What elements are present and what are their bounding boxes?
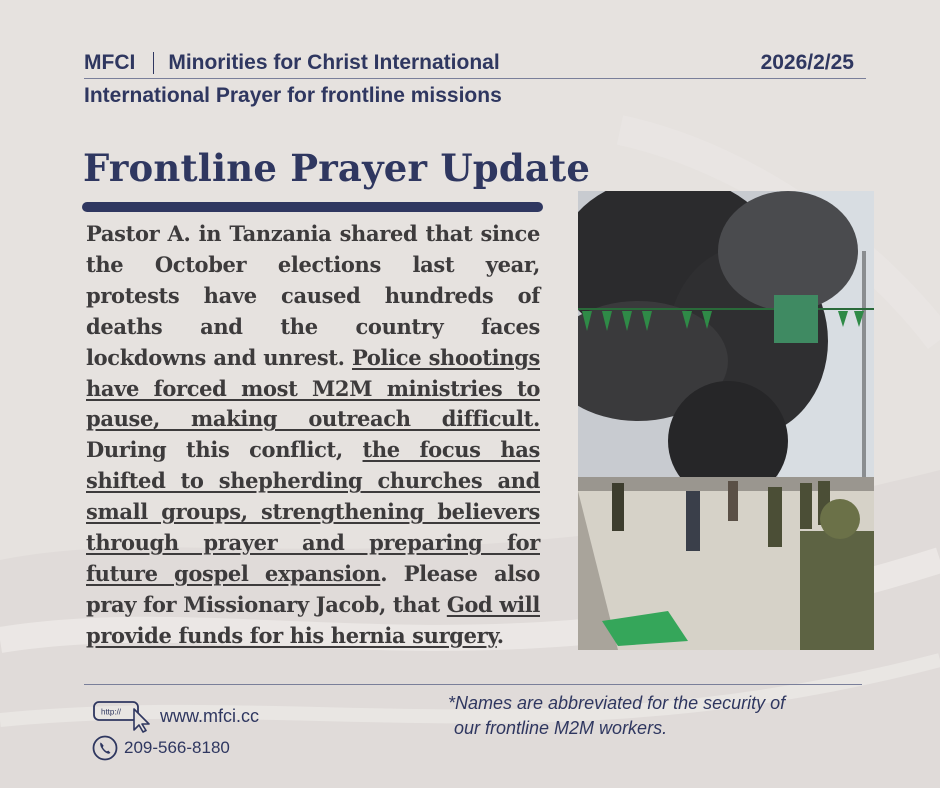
title-underline-bar (82, 202, 543, 212)
security-note-line2: our frontline M2M workers. (454, 718, 668, 738)
browser-cursor-icon (92, 699, 154, 733)
prayer-update-body (86, 219, 540, 652)
web-icon-label: http:// (101, 707, 122, 717)
security-note (448, 691, 868, 741)
body-text-4: . Please also pray for Missionary Jacob, that (86, 560, 540, 617)
header (84, 49, 864, 77)
body-emphasis-1: Police shootings have forced most M2M ministries to pause, making outreach difficult. (86, 344, 540, 432)
footer-divider (84, 684, 862, 685)
phone-number: 209-566-8180 (124, 738, 230, 757)
website-link[interactable]: www.mfci.cc (160, 705, 259, 726)
body-emphasis-3: the focus has shifted to shepherding churches and small groups, strengthening believers through prayer and preparing for future gospel expansion (86, 437, 540, 586)
body-text-2: During this conflict, (86, 437, 363, 463)
phone-row (92, 735, 230, 761)
issue-date: 2026/2/25 (760, 51, 854, 74)
body-emphasis-5: God will provide funds for his hernia surgery (86, 591, 540, 648)
protest-photo (578, 191, 874, 650)
header-separator (153, 52, 154, 74)
org-full-name: Minorities for Christ International (168, 51, 500, 74)
page-title: Frontline Prayer Update (83, 146, 591, 190)
header-divider (84, 78, 866, 79)
subtitle: International Prayer for frontline missions (84, 84, 502, 107)
body-text-0: Pastor A. in Tanzania shared that since the October elections last year, protests have caused hundreds of deaths and the country faces lockdowns and unrest. (86, 221, 540, 370)
body-text-6: . (496, 622, 504, 648)
protest-photo-illustration (578, 191, 874, 650)
website-row (92, 699, 259, 733)
security-note-line1: *Names are abbreviated for the security of (448, 693, 786, 713)
org-short-name: MFCI (84, 51, 136, 74)
phone-icon (92, 735, 118, 761)
